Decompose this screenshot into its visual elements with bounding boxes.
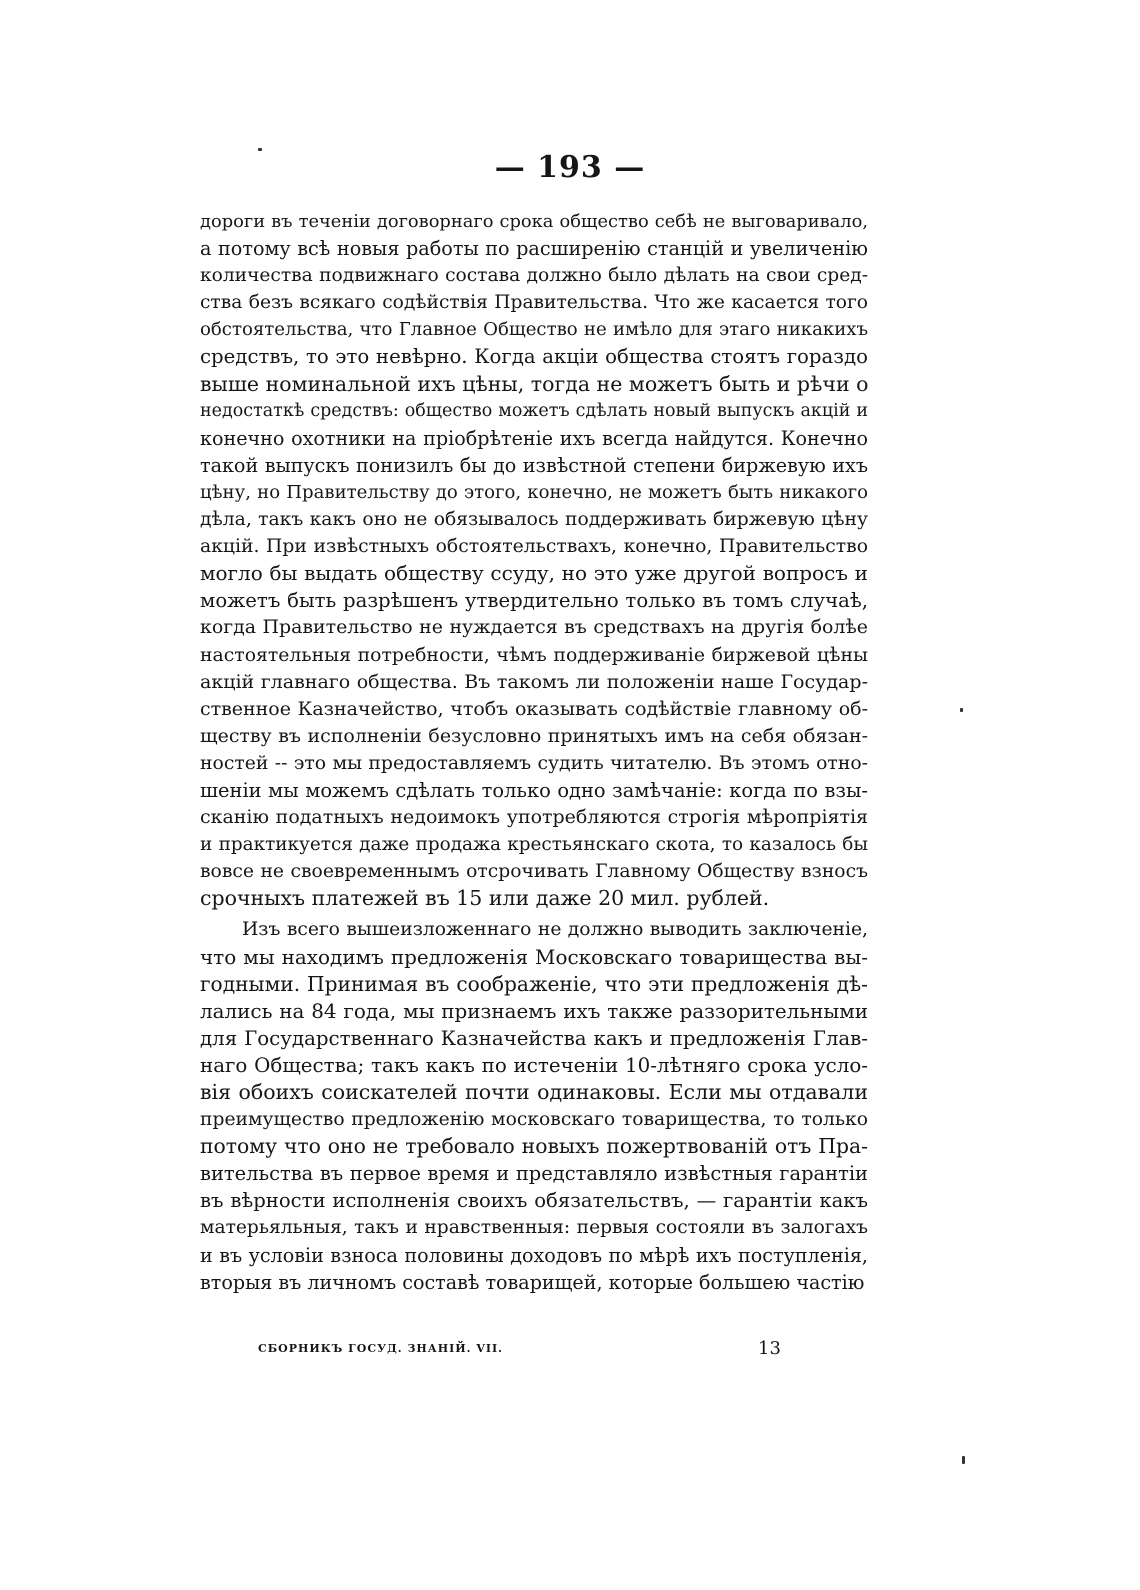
sheet-number: 13 [758, 1338, 781, 1359]
text-line: что мы находимъ предложенія Московскаго товарищества вы- [200, 944, 868, 969]
text-line: дороги въ теченіи договорнаго срока общество себѣ не выговаривало, [200, 211, 868, 232]
text-line: могло бы выдать обществу ссуду, но это уже другой вопросъ и [200, 561, 868, 586]
text-line: когда Правительство не нуждается въ средствахъ на другія болѣе [200, 616, 868, 639]
text-line: настоятельныя потребности, чѣмъ поддерживаніе биржевой цѣны [200, 644, 868, 666]
text-line: ществу въ исполненіи безусловно принятыхъ имъ на себя обязан- [200, 724, 868, 747]
text-line: сканію податныхъ недоимокъ употребляются строгія мѣропріятія [200, 806, 868, 829]
text-line: и въ условіи взноса половины доходовъ по мѣрѣ ихъ поступленія, [200, 1243, 868, 1267]
text-line: лались на 84 года, мы признаемъ ихъ также раззорительными [200, 999, 868, 1023]
text-line: и практикуется даже продажа крестьянскаго скота, то казалось бы [200, 834, 868, 856]
text-line: акцій главнаго общества. Въ такомъ ли положеніи наше Государ- [200, 670, 868, 693]
text-line: потому что оно не требовало новыхъ пожертвованій отъ Пра- [200, 1134, 868, 1159]
text-line: Изъ всего вышеизложеннаго не должно выводить заключеніе, [242, 919, 868, 941]
text-line: выше номинальной ихъ цѣны, тогда не можетъ быть и рѣчи о [200, 371, 869, 396]
text-line: цѣну, но Правительству до этого, конечно, не можетъ быть никакого [200, 481, 868, 503]
text-line: можетъ быть разрѣшенъ утвердительно только въ томъ случаѣ, [200, 589, 868, 613]
text-line: конечно охотники на пріобрѣтеніе ихъ всегда найдутся. Конечно [200, 426, 868, 450]
text-line: для Государственнаго Казначейства какъ и предложенія Глав- [200, 1026, 868, 1050]
page-number: — 193 — [494, 150, 646, 185]
text-line: ностей -- это мы предоставляемъ судить читателю. Въ этомъ отно- [200, 752, 868, 774]
text-line: недостаткѣ средствъ: общество можетъ сдѣлать новый выпускъ акцій и [200, 400, 868, 421]
text-line: годными. Принимая въ соображеніе, что эти предложенія дѣ- [200, 971, 868, 996]
text-line: вительства въ первое время и представляло извѣстныя гарантіи [200, 1162, 868, 1186]
body-text [200, 208, 868, 1296]
text-line: а потому всѣ новыя работы по расширенію станцій и увеличенію [200, 237, 868, 261]
text-line: вія обоихъ соискателей почти одинаковы. Если мы отдавали [200, 1080, 868, 1104]
text-line: обстоятельства, что Главное Общество не имѣло для этаго никакихъ [200, 319, 868, 341]
text-line: средствъ, то это невѣрно. Когда акціи общества стоятъ гораздо [200, 345, 868, 369]
paragraph-1 [200, 208, 868, 912]
text-line: ственное Казначейство, чтобъ оказывать содѣйствіе главному об- [200, 697, 868, 720]
text-line: наго Общества; такъ какъ по истеченіи 10-лѣтняго срока усло- [200, 1053, 868, 1077]
text-line: акцій. При извѣстныхъ обстоятельствахъ, конечно, Правительство [200, 536, 868, 558]
text-line: въ вѣрности исполненія своихъ обязательствъ, — гарантіи какъ [200, 1189, 868, 1213]
text-line: такой выпускъ понизилъ бы до извѣстной степени биржевую ихъ [200, 453, 868, 477]
paragraph-2 [200, 916, 868, 1295]
text-line: вторыя въ личномъ составѣ товарищей, которые большею частію [200, 1270, 865, 1294]
text-line: количества подвижнаго состава должно было дѣлать на свои сред- [200, 265, 868, 287]
print-speck [962, 1456, 965, 1464]
text-line: срочныхъ платежей въ 15 или даже 20 мил. рублей. [200, 886, 770, 911]
text-line: ства безъ всякаго содѣйствія Правительства. Что же касается того [200, 292, 868, 314]
text-line: преимущество предложенію московскаго товарищества, то только [200, 1109, 868, 1131]
text-line: матерьяльныя, такъ и нравственныя: первыя состояли въ залогахъ [200, 1217, 868, 1239]
text-line: шеніи мы можемъ сдѣлать только одно замѣчаніе: когда по взы- [200, 778, 868, 802]
print-speck [960, 708, 963, 712]
text-line: вовсе не своевременнымъ отсрочивать Главному Обществу взносъ [200, 861, 868, 883]
printer-signature: СБОРНИКЪ ГОСУД. ЗНАНІЙ. VII. [258, 1342, 503, 1355]
text-line: дѣла, такъ какъ оно не обязывалось поддерживать биржевую цѣну [200, 509, 868, 531]
